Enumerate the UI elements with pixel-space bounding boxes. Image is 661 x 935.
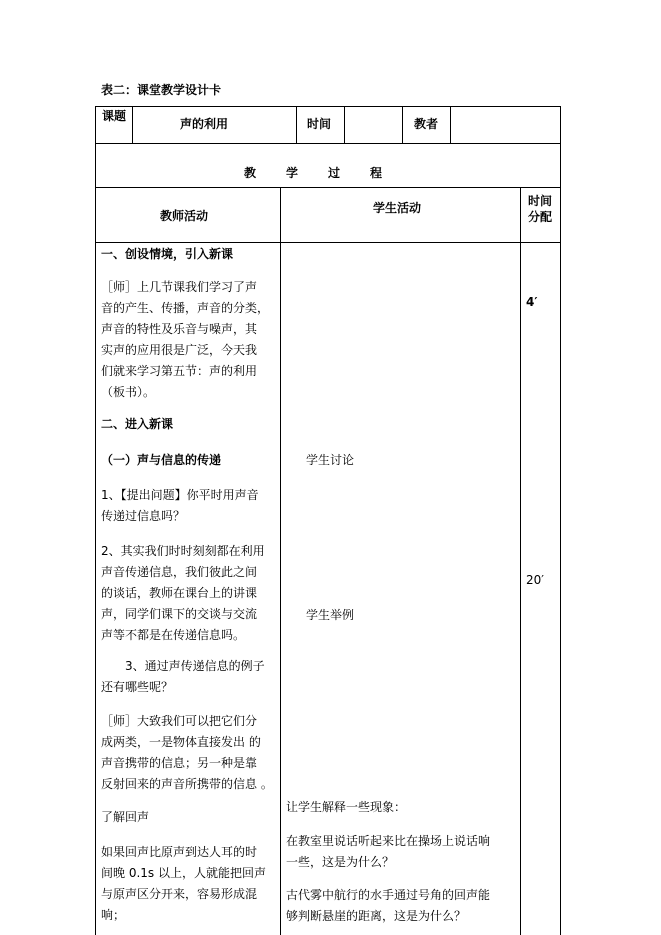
border-col-student [520, 187, 521, 935]
teacher-explanation [101, 711, 283, 795]
text-line: 反射回来的声音所携带的信息 。 [101, 777, 273, 791]
text-line: 音的产生、传播，声音的分类， [101, 301, 270, 315]
teacher-activity-header: 教师活动 [160, 209, 209, 223]
section1-heading: 一、创设情境，引入新课 [101, 247, 234, 261]
border-header-2 [296, 106, 297, 143]
time-allocation-header: 时间分配 [527, 194, 552, 224]
student-activity-header: 学生活动 [373, 201, 422, 215]
border-right [560, 106, 561, 935]
student-explain-prompt: 让学生解释一些现象： [286, 800, 407, 814]
question-2 [101, 541, 279, 646]
text-line: 声音的特性及乐音与噪声，其 [101, 322, 258, 336]
section1-body [101, 277, 279, 403]
text-line: 如果回声比原声到达人耳的时 [101, 845, 258, 859]
text-line: 够判断悬崖的距离，这是为什么？ [286, 909, 467, 923]
border-columns-bottom [95, 242, 560, 243]
border-col-teacher [280, 187, 281, 935]
process-title: 教 学 过 程 [244, 166, 385, 180]
text-line: 声，同学们课下的交谈与交流 [101, 607, 258, 621]
time-label: 时间 [307, 117, 332, 131]
time-allocation-1: 4′ [526, 295, 538, 309]
question-1 [101, 485, 279, 527]
text-line: 一些，这是为什么？ [286, 855, 395, 869]
text-line: 响； [101, 908, 126, 922]
text-line: 的谈话，教师在课台上的讲课 [101, 586, 258, 600]
text-line: 1、【提出问题】你平时用声音 [101, 488, 259, 502]
echo-heading: 了解回声 [101, 810, 150, 824]
student-example: 学生举例 [306, 608, 355, 622]
border-header-5 [450, 106, 451, 143]
text-line: ［师］大致我们可以把它们分 [101, 714, 258, 728]
text-line: （板书）。 [101, 385, 156, 399]
text-line: 传递过信息吗？ [101, 509, 186, 523]
text-line: 2、其实我们时时刻刻都在利用 [101, 544, 265, 558]
text-line: 声等不都是在传递信息吗。 [101, 628, 246, 642]
student-question-1 [286, 831, 518, 873]
echo-body [101, 842, 279, 926]
time-allocation-2: 20′ [526, 573, 544, 587]
text-line: 声音携带的信息；另一种是靠 [101, 756, 258, 770]
border-process-bottom [95, 187, 560, 188]
border-top [95, 106, 560, 107]
border-header-bottom [95, 143, 560, 144]
text-line: 间晚 0.1s 以上，人就能把回声 [101, 866, 266, 880]
text-line: 实声的应用很是广泛，今天我 [101, 343, 258, 357]
text-line: 们就来学习第五节：声的利用 [101, 364, 258, 378]
question-3 [101, 656, 279, 698]
text-line: 在教室里说话听起来比在操场上说话响 [286, 834, 491, 848]
teacher-label: 教者 [414, 117, 439, 131]
text-line: 成两类，一是物体直接发出 的 [101, 735, 261, 749]
table-caption: 表二：课堂教学设计卡 [101, 83, 222, 97]
text-line: 与原声区分开来，容易形成混 [101, 887, 258, 901]
text-line: 还有哪些呢？ [101, 680, 174, 694]
border-left [95, 106, 96, 935]
text-line: 声音传递信息，我们彼此之间 [101, 565, 258, 579]
section2-heading: 二、进入新课 [101, 417, 174, 431]
text-line: ［师］上几节课我们学习了声 [101, 280, 258, 294]
border-header-4 [402, 106, 403, 143]
text-line: 3、通过声传递信息的例子 [125, 659, 265, 673]
border-header-3 [344, 106, 345, 143]
student-discuss: 学生讨论 [306, 453, 355, 467]
text-line: 古代雾中航行的水手通过号角的回声能 [286, 888, 491, 902]
section2-subheading: （一）声与信息的传递 [101, 453, 222, 467]
topic-label: 课题 [101, 109, 126, 123]
student-question-2 [286, 885, 518, 927]
topic-value: 声的利用 [180, 117, 229, 131]
border-header-1 [132, 106, 133, 143]
